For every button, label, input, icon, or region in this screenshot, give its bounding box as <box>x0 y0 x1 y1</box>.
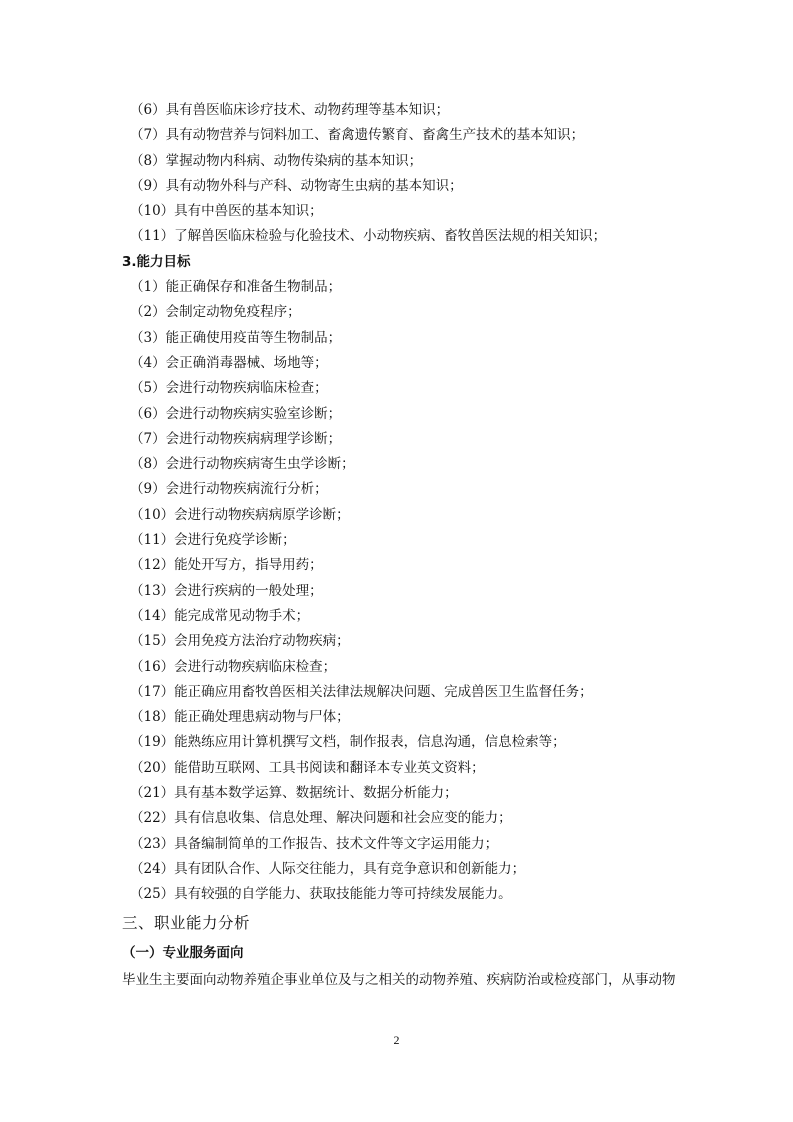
ability-heading: 3.能力目标 <box>122 253 191 270</box>
list-item: （17）能正确应用畜牧兽医相关法律法规解决问题、完成兽医卫生监督任务； <box>130 683 593 700</box>
list-item: （11）会进行免疫学诊断； <box>130 532 296 549</box>
knowledge-list <box>122 98 702 250</box>
list-item: （14）能完成常见动物手术； <box>130 607 310 624</box>
list-item: （7）具有动物营养与饲料加工、畜禽遗传繁育、畜禽生产技术的基本知识； <box>130 127 585 144</box>
list-item: （22）具有信息收集、信息处理、解决问题和社会应变的能力； <box>130 810 512 827</box>
list-item: （9）具有动物外科与产科、动物寄生虫病的基本知识； <box>130 177 463 194</box>
list-item: （3）能正确使用疫苗等生物制品； <box>130 329 342 346</box>
list-item: （16）会进行动物疾病临床检查； <box>130 658 337 675</box>
list-item: （2）会制定动物免疫程序； <box>130 304 301 321</box>
page-number: 2 <box>393 1033 400 1047</box>
list-item: （20）能借助互联网、工具书阅读和翻译本专业英文资料； <box>130 759 485 776</box>
list-item: （25）具有较强的自学能力、获取技能能力等可持续发展能力。 <box>130 886 512 903</box>
ability-list <box>122 275 702 907</box>
list-item: （5）会进行动物疾病临床检查； <box>130 380 328 397</box>
list-item: （11）了解兽医临床检验与化验技术、小动物疾病、畜牧兽医法规的相关知识； <box>130 228 607 245</box>
list-item: （4）会正确消毒器械、场地等； <box>130 354 328 371</box>
section-title: 三、职业能力分析 <box>122 913 251 932</box>
list-item: （10）具有中兽医的基本知识； <box>130 203 323 220</box>
list-item: （12）能处开写方，指导用药； <box>130 557 323 574</box>
list-item: （13）会进行疾病的一般处理； <box>130 582 323 599</box>
list-item: （6）具有兽医临床诊疗技术、动物药理等基本知识； <box>130 102 450 118</box>
body-paragraph: 毕业生主要面向动物养殖企事业单位及与之相关的动物养殖、疾病防治或检疫部门，从事动物 <box>122 971 676 988</box>
list-item: （18）能正确处理患病动物与尸体； <box>130 709 350 726</box>
page-content <box>122 98 702 993</box>
subsection-title: （一）专业服务面向 <box>122 944 244 961</box>
list-item: （10）会进行动物疾病病原学诊断； <box>130 506 350 523</box>
list-item: （8）会进行动物疾病寄生虫学诊断； <box>130 456 355 473</box>
list-item: （8）掌握动物内科病、动物传染病的基本知识； <box>130 152 423 169</box>
list-item: （21）具有基本数学运算、数据统计、数据分析能力； <box>130 785 458 802</box>
list-item: （1）能正确保存和准备生物制品； <box>130 279 342 296</box>
list-item: （19）能熟练应用计算机撰写文档，制作报表，信息沟通，信息检索等； <box>130 734 566 751</box>
list-item: （23）具备编制简单的工作报告、技术文件等文字运用能力； <box>130 835 499 852</box>
list-item: （6）会进行动物疾病实验室诊断； <box>130 405 342 422</box>
list-item: （24）具有团队合作、人际交往能力，具有竞争意识和创新能力； <box>130 860 526 877</box>
list-item: （9）会进行动物疾病流行分析； <box>130 481 328 498</box>
list-item: （15）会用免疫方法治疗动物疾病； <box>130 633 350 650</box>
list-item: （7）会进行动物疾病病理学诊断； <box>130 430 342 447</box>
